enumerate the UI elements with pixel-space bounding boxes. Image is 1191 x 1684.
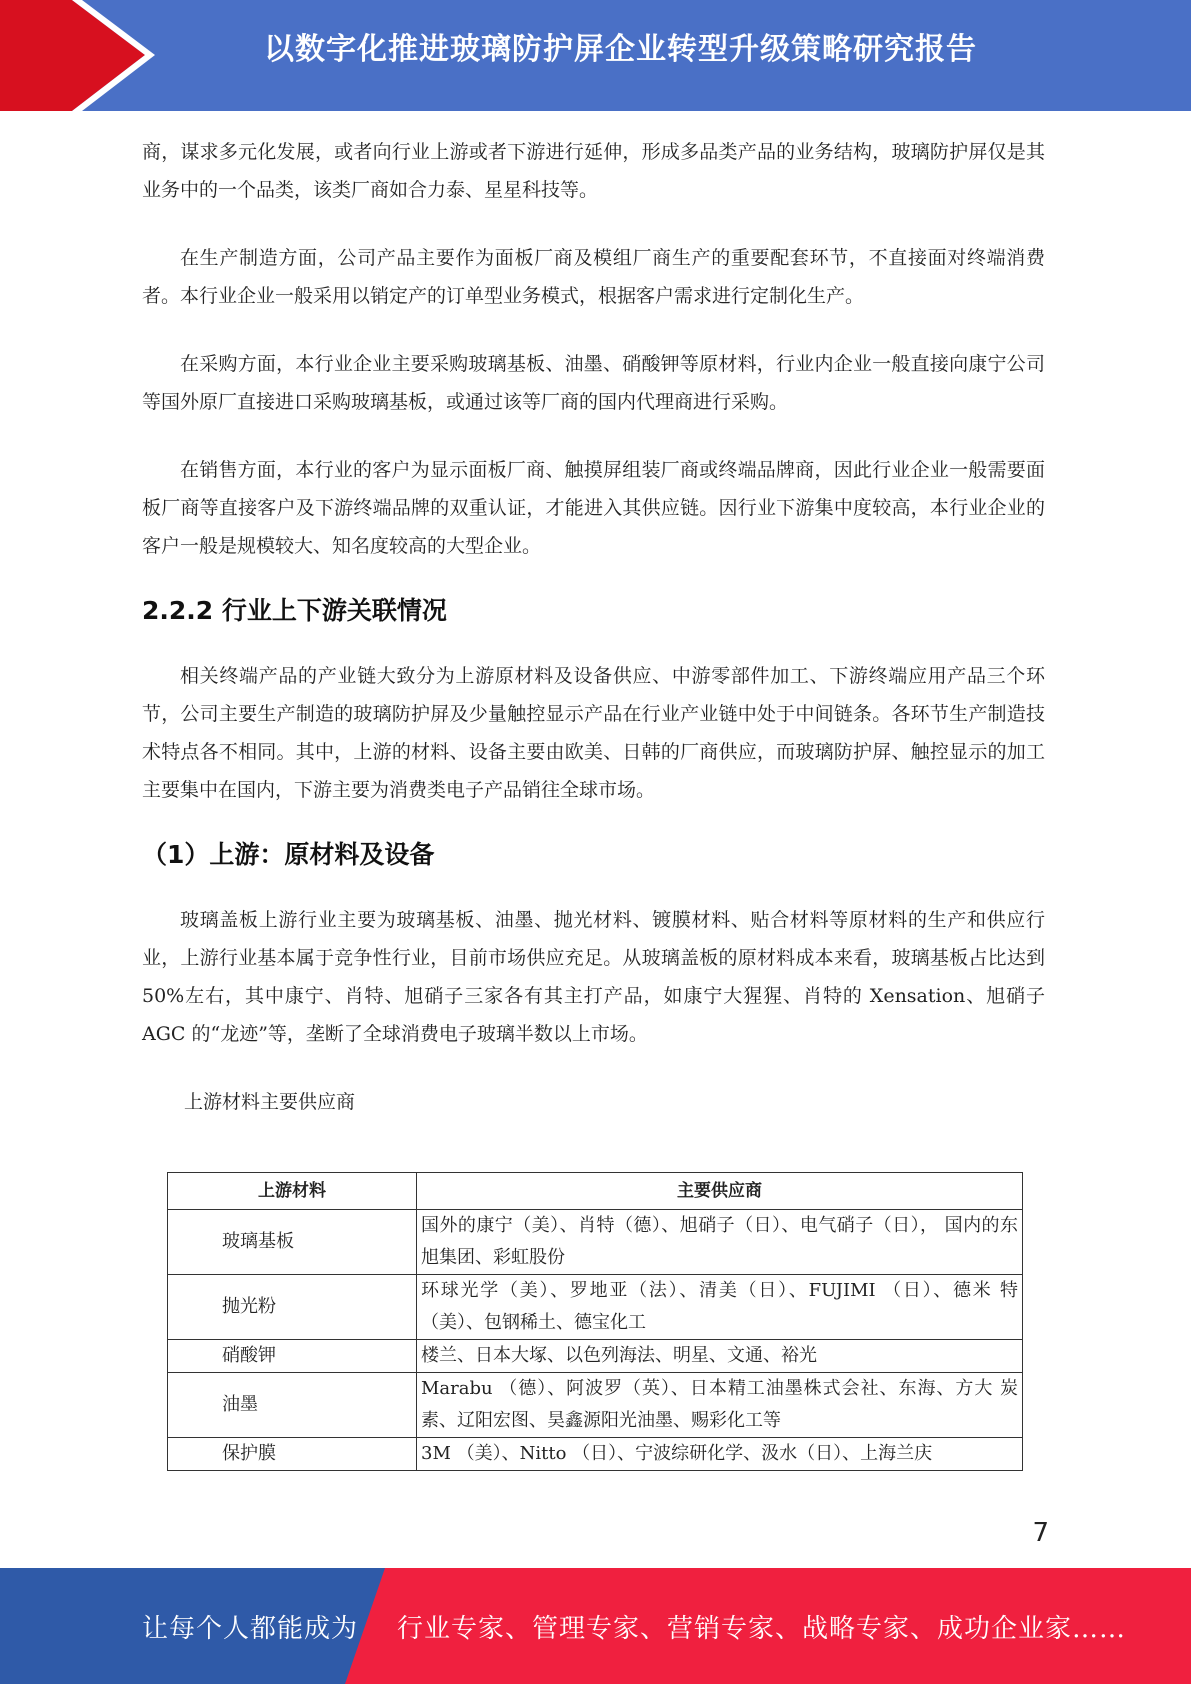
paragraph-3: 在采购方面，本行业企业主要采购玻璃基板、油墨、硝酸钾等原材料，行业内企业一般直接向康宁公司等国外原厂直接进口采购玻璃基板，或通过该等厂商的国内代理商进行采购。 (142, 353, 1045, 413)
paragraph-1: 商，谋求多元化发展，或者向行业上游或者下游进行延伸，形成多品类产品的业务结构，玻璃防护屏仅是其业务中的一个品类，该类厂商如合力泰、星星科技等。 (142, 141, 1045, 201)
page-header (0, 0, 1191, 111)
table-row (168, 1340, 1023, 1373)
material-cell: 抛光粉 (168, 1275, 417, 1340)
column-header-suppliers: 主要供应商 (417, 1173, 1023, 1210)
footer-slogan-left: 让每个人都能成为 (142, 1614, 359, 1644)
paragraph-222: 相关终端产品的产业链大致分为上游原材料及设备供应、中游零部件加工、下游终端应用产品三个环节，公司主要生产制造的玻璃防护屏及少量触控显示产品在行业产业链中处于中间链条。各环节生产制造技术特点各不相同。其中，上游的材料、设备主要由欧美、日韩的厂商供应，而玻璃防护屏、触控显示的加工主要集中在国内，下游主要为消费类电子产品销往全球市场。 (142, 665, 1045, 801)
suppliers-cell: 楼兰、日本大塚、以色列海法、明星、文通、裕光 (417, 1340, 1023, 1373)
material-cell: 油墨 (168, 1373, 417, 1438)
paragraph-2: 在生产制造方面，公司产品主要作为面板厂商及模组厂商生产的重要配套环节，不直接面对终端消费者。本行业企业一般采用以销定产的订单型业务模式，根据客户需求进行定制化生产。 (142, 247, 1045, 307)
suppliers-cell: 国外的康宁（美）、肖特（德）、旭硝子（日）、电气硝子（日）， 国内的东旭集团、彩虹股份 (417, 1210, 1023, 1275)
page-content (142, 133, 1045, 1117)
table-caption: 上游材料主要供应商 (184, 1091, 356, 1113)
suppliers-cell: 环球光学（美）、罗地亚（法）、清美（日）、FUJIMI （日）、德米 特（美）、包钢稀土、德宝化工 (417, 1275, 1023, 1340)
footer-slogan-right: 行业专家、管理专家、营销专家、战略专家、成功企业家…… (397, 1614, 1127, 1644)
material-cell: 保护膜 (168, 1438, 417, 1471)
paragraph-4: 在销售方面，本行业的客户为显示面板厂商、触摸屏组装厂商或终端品牌商，因此行业企业一般需要面板厂商等直接客户及下游终端品牌的双重认证，才能进入其供应链。因行业下游集中度较高，本行业企业的客户一般是规模较大、知名度较高的大型企业。 (142, 459, 1045, 557)
column-header-material: 上游材料 (168, 1173, 417, 1210)
table-row (168, 1275, 1023, 1340)
supplier-table (167, 1172, 1023, 1471)
section-heading-222: 2.2.2 行业上下游关联情况 (142, 596, 447, 625)
section-heading-upstream: （1）上游：原材料及设备 (142, 840, 435, 869)
material-cell: 硝酸钾 (168, 1340, 417, 1373)
table-row (168, 1373, 1023, 1438)
page-number: 7 (1032, 1518, 1049, 1548)
table-header-row (168, 1173, 1023, 1210)
paragraph-upstream: 玻璃盖板上游行业主要为玻璃基板、油墨、抛光材料、镀膜材料、贴合材料等原材料的生产和供应行业，上游行业基本属于竞争性行业，目前市场供应充足。从玻璃盖板的原材料成本来看，玻璃基板占比达到 50%左右，其中康宁、肖特、旭硝子三家各有其主打产品，如康宁大猩猩、肖特的 Xensation、旭硝子 AGC 的“龙迹”等，垄断了全球消费电子玻璃半数以上市场。 (142, 909, 1045, 1045)
suppliers-cell: Marabu （德）、阿波罗（英）、日本精工油墨株式会社、东海、方大 炭素、辽阳宏图、昊鑫源阳光油墨、赐彩化工等 (417, 1373, 1023, 1438)
table-row (168, 1438, 1023, 1471)
report-title: 以数字化推进玻璃防护屏企业转型升级策略研究报告 (264, 32, 977, 67)
page-footer (0, 1568, 1191, 1684)
material-cell: 玻璃基板 (168, 1210, 417, 1275)
table-row (168, 1210, 1023, 1275)
suppliers-cell: 3M （美）、Nitto （日）、宁波综研化学、汲水（日）、上海兰庆 (417, 1438, 1023, 1471)
